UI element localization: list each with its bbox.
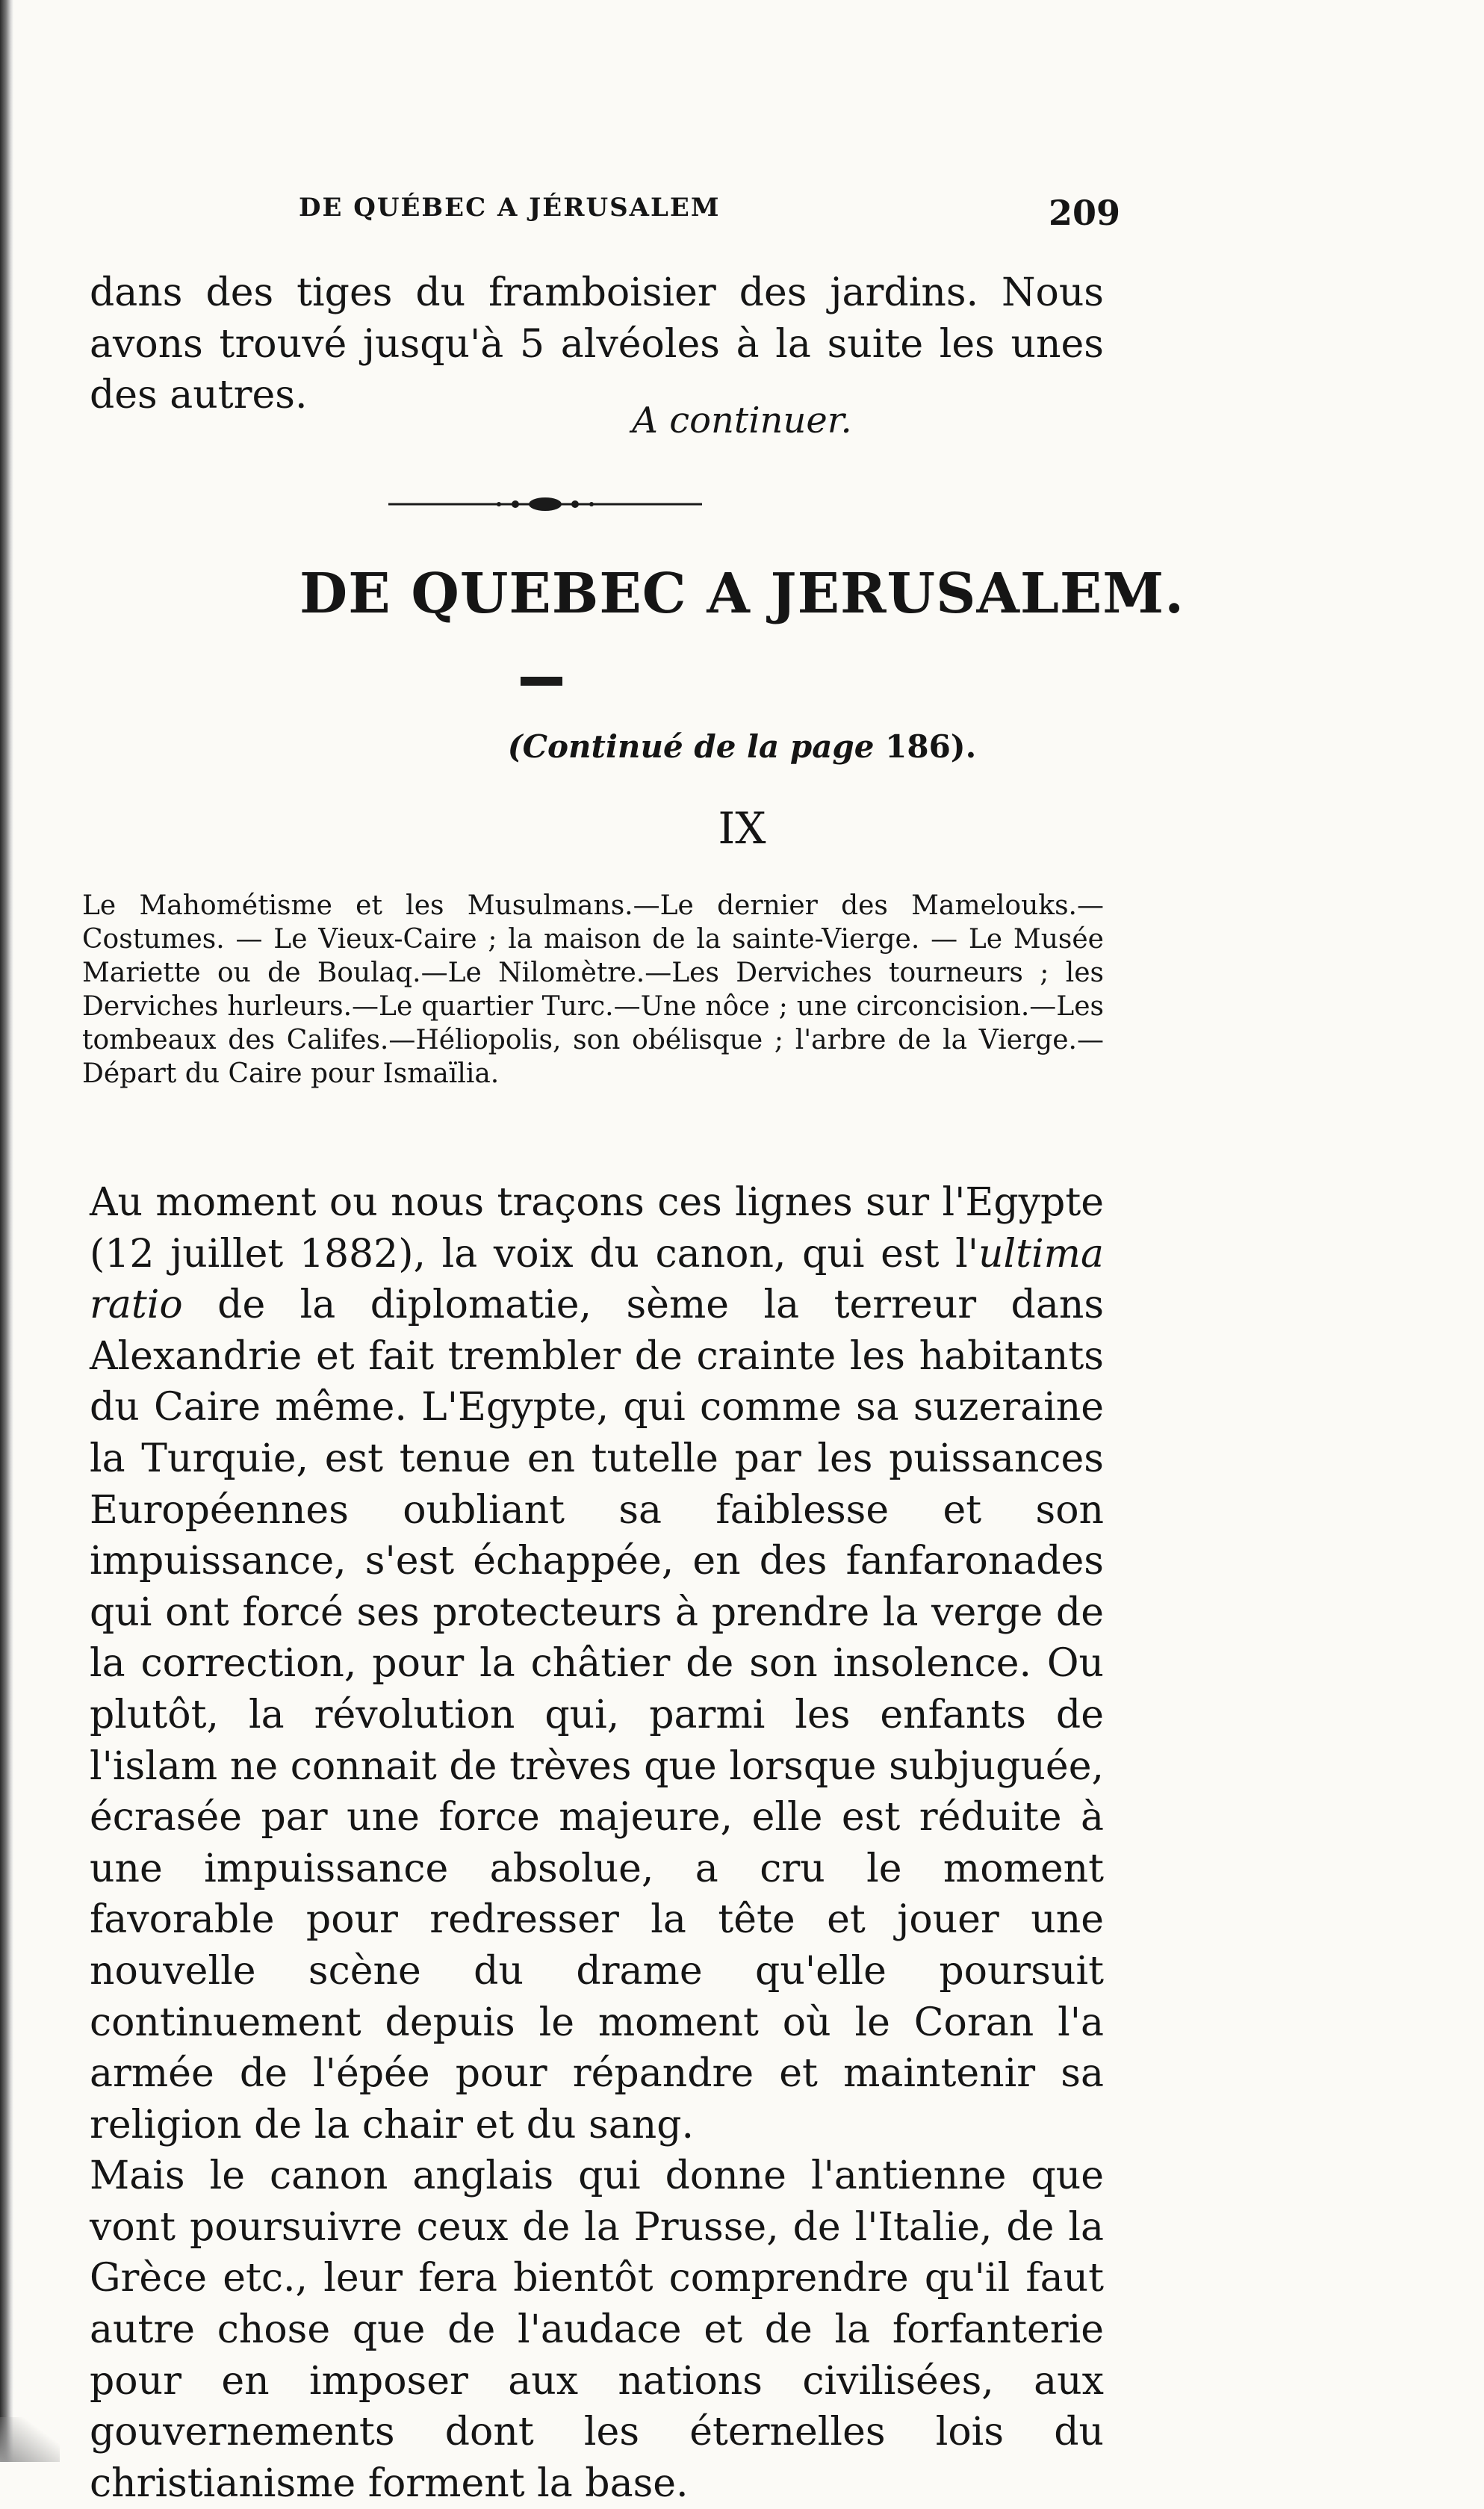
continuation-note: A continuer. <box>632 400 852 441</box>
running-head <box>299 193 1120 233</box>
carry-over-paragraph: dans des tiges du framboisier des jardins. Nous avons trouvé jusqu'à 5 alvéoles à la suite les unes des autres. <box>90 270 1104 418</box>
page-corner-shadow <box>0 2417 60 2462</box>
chapter-number: IX <box>718 803 766 854</box>
continued-suffix: ). <box>950 728 977 765</box>
continued-from-note <box>0 728 1484 765</box>
body-paragraph-2: Mais le canon anglais qui donne l'antienne que vont poursuivre ceux de la Prusse, de l'Italie, de la Grèce etc., leur fera bientôt comprendre qu'il faut autre chose que de l'audace et de la forfanterie pour en imposer aux nations civilisées, aux gouvernements dont les éternelles lois du christianisme forment la base. <box>90 2153 1104 2506</box>
body-paragraph-1 <box>90 1177 1104 2150</box>
continued-page: 186 <box>885 728 951 765</box>
running-head-title: DE QUÉBEC A JÉRUSALEM <box>299 193 721 223</box>
article-body <box>90 1177 1104 2509</box>
book-binding-edge <box>0 0 13 2462</box>
chapter-summary: Le Mahométisme et les Musulmans.—Le dernier des Mamelouks.—Costumes. — Le Vieux-Caire ; la maison de la sainte-Vierge. — Le Musée Mariette ou de Boulaq.—Le Nilomètre.—Les Derviches tourneurs ; les Derviches hurleurs.—Le quartier Turc.—Une nôce ; une circoncision.—Les tombeaux des Califes.—Héliopolis, son obélisque ; l'arbre de la Vierge.—Départ du Caire pour Ismaïlia. <box>82 890 1104 1089</box>
ornament-divider <box>388 493 702 515</box>
p1-italic: ultima ratio <box>90 1231 1104 1328</box>
page-number: 209 <box>1048 193 1120 233</box>
title-rule <box>521 677 562 686</box>
continued-prefix: (Continué de la page <box>507 728 875 765</box>
article-title: DE QUEBEC A JERUSALEM. <box>299 562 1185 626</box>
p1-after: de la diplomatie, sème la terreur dans Alexandrie et fait trembler de crainte les habitants du Caire même. L'Egypte, qui comme sa suzeraine la Turquie, est tenue en tutelle par les puissances Européennes oubliant sa faiblesse et son impuissance, s'est échappée, en des fanfaronades qui ont forcé ses protecteurs à prendre la verge de la correction, pour la châtier de son insolence. Ou plutôt, la révolution qui, parmi les enfants de l'islam ne connait de trèves que lorsque subjuguée, écrasée par une force majeure, elle est réduite à une impuissance absolue, a cru le moment favorable pour redresser la tête et jouer une nouvelle scène du drame qu'elle poursuit continuement depuis le moment où le Coran l'a armée de l'épée pour répandre et maintenir sa religion de la chair et du sang. <box>90 1283 1104 2147</box>
p1-before: Au moment ou nous traçons ces lignes sur l'Egypte (12 juillet 1882), la voix du canon, qui est l' <box>90 1180 1104 1277</box>
